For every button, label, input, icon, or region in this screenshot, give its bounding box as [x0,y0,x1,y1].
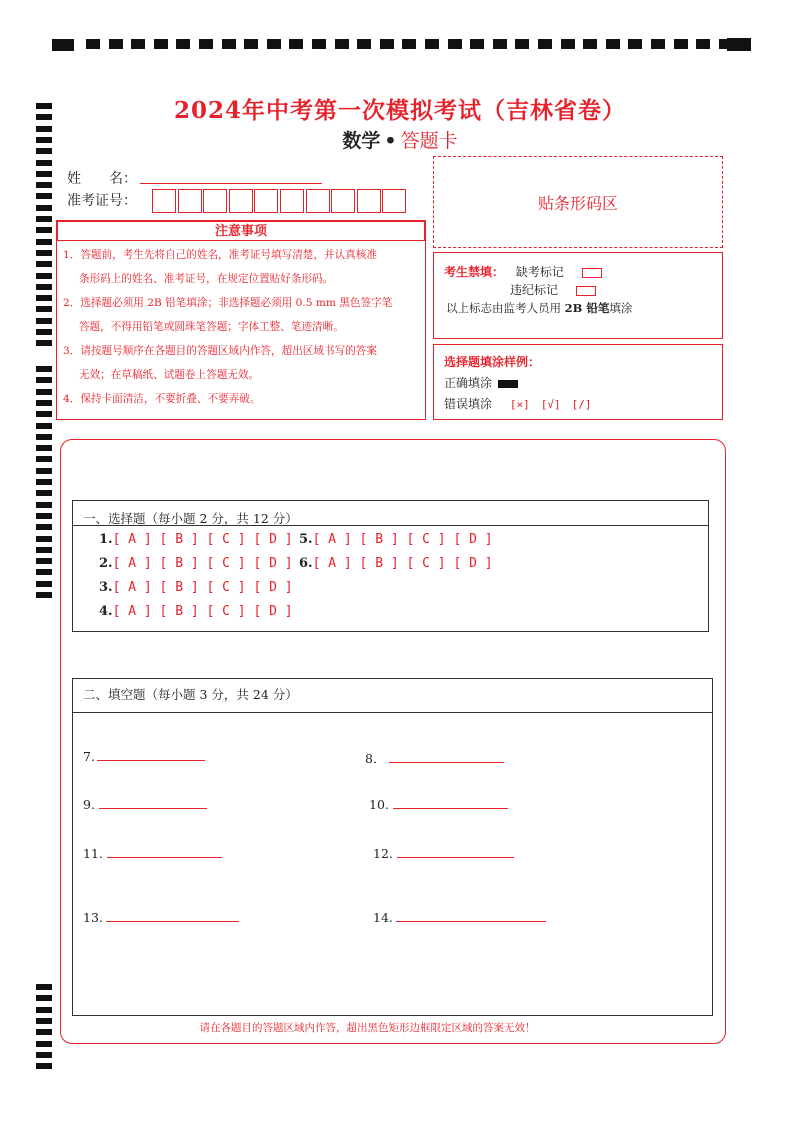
notice-item: 4．保持卡面清洁，不要折叠、不要弄破。 [63,393,261,405]
timing-mark [538,39,552,49]
notice-box [56,220,426,420]
fill-number: 12. [373,846,393,861]
timing-mark [583,39,597,49]
timing-mark [36,295,52,301]
notice-item: 3．请按题号顺序在各题目的答题区域内作答，超出区域书写的答案 [63,345,377,357]
choice-question-6[interactable] [299,556,493,571]
timing-mark [36,513,52,519]
wrong-fill-label: 错误填涂 [444,397,493,411]
timing-mark [335,39,349,49]
timing-mark [674,39,688,49]
timing-mark [154,39,168,49]
forbidden-box [433,252,723,339]
timing-mark [36,502,52,508]
timing-mark [36,377,52,383]
violation-label: 违纪标记 [510,283,559,297]
timing-mark [36,434,52,440]
answer-line[interactable] [393,807,508,809]
timing-mark [36,592,52,598]
answer-line[interactable] [99,807,207,809]
choice-question-2[interactable] [99,556,293,571]
exam-id-cell[interactable] [254,189,278,213]
choice-number: 1. [99,532,113,547]
forbidden-note-suffix: 填涂 [609,301,633,315]
name-field[interactable] [140,183,322,184]
separator-dot: • [384,130,397,152]
timing-mark [651,39,665,49]
timing-mark [36,1029,52,1035]
timing-mark [36,547,52,553]
timing-mark [36,329,52,335]
timing-mark [267,39,281,49]
sample-label: 选择题填涂样例： [444,355,541,369]
fill-question-14 [373,910,546,925]
timing-mark [696,39,710,49]
timing-mark [36,227,52,233]
timing-mark [36,273,52,279]
notice-item: 答题，不得用铅笔或圆珠笔答题；字体工整、笔迹清晰。 [79,321,344,333]
timing-mark [606,39,620,49]
barcode-area [433,156,723,248]
timing-mark [36,995,52,1001]
timing-mark [36,340,52,346]
choice-number: 4. [99,604,113,619]
notice-title: 注意事项 [57,221,425,241]
timing-mark [36,126,52,132]
exam-id-grid[interactable] [152,189,417,215]
timing-mark [199,39,213,49]
fill-number: 9. [83,797,95,812]
timing-mark [425,39,439,49]
timing-mark [36,366,52,372]
exam-id-cell[interactable] [178,189,202,213]
timing-mark [448,39,462,49]
fill-question-10 [369,797,508,812]
choice-question-4[interactable] [99,604,293,619]
timing-mark [36,423,52,429]
choice-options[interactable]: [ A ] [ B ] [ C ] [ D ] [112,604,293,619]
fill-question-7 [83,749,205,764]
timing-mark [222,39,236,49]
answer-line[interactable] [389,761,504,763]
timing-mark [36,468,52,474]
timing-mark [561,39,575,49]
answer-sheet-label: 答题卡 [400,130,458,152]
fill-number: 10. [369,797,389,812]
exam-title: 2024年中考第一次模拟考试（吉林省卷） [173,97,626,124]
timing-mark [402,39,416,49]
timing-mark [289,39,303,49]
fill-number: 7. [83,749,95,764]
timing-mark [36,182,52,188]
timing-mark [36,569,52,575]
exam-id-cell[interactable] [152,189,176,213]
timing-mark [176,39,190,49]
sample-box [433,344,723,420]
timing-mark [36,536,52,542]
timing-mark [244,39,258,49]
footer-warning: 请在各题目的答题区域内作答，超出黑色矩形边框限定区域的答案无效！ [199,1022,536,1034]
correct-fill-label: 正确填涂 [444,376,493,390]
timing-mark [109,39,123,49]
fill-number: 11. [83,846,103,861]
timing-mark [36,216,52,222]
timing-mark [727,38,751,51]
timing-mark [36,490,52,496]
fill-divider [73,712,712,713]
subject-name: 数学 [342,130,381,152]
forbidden-note [446,300,632,316]
forbidden-note-prefix: 以上标志由监考人员用 [446,301,561,315]
fill-question-11 [83,846,222,861]
timing-mark [357,39,371,49]
subject-line [0,126,800,153]
timing-mark [36,445,52,451]
timing-mark [36,1063,52,1069]
timing-mark [515,39,529,49]
answer-line[interactable] [396,920,546,922]
timing-mark [36,160,52,166]
exam-id-cell[interactable] [280,189,304,213]
timing-mark [131,39,145,49]
choice-question-3[interactable] [99,580,293,595]
choice-question-1[interactable] [99,532,293,547]
answer-line[interactable] [106,920,239,922]
timing-mark [36,1041,52,1047]
barcode-area-label: 贴条形码区 [537,194,618,213]
timing-mark [36,581,52,587]
timing-mark [36,1018,52,1024]
fill-question-12 [373,846,514,861]
timing-mark [36,250,52,256]
wrong-fill-marks: [×] [√] [/] [509,398,592,411]
choice-options[interactable]: [ A ] [ B ] [ C ] [ D ] [312,532,493,547]
answer-line[interactable] [397,856,514,858]
exam-id-label: 准考证号： [67,193,137,209]
choice-question-5[interactable] [299,532,493,547]
timing-mark [36,456,52,462]
timing-mark [36,1052,52,1058]
timing-mark [36,411,52,417]
timing-mark [86,39,100,49]
timing-mark [36,284,52,290]
timing-mark [36,114,52,120]
choice-divider [73,525,708,526]
timing-mark [380,39,394,49]
timing-mark [36,479,52,485]
timing-mark [36,171,52,177]
absent-mark-box[interactable] [582,268,602,278]
timing-mark [36,389,52,395]
choice-options[interactable]: [ A ] [ B ] [ C ] [ D ] [112,532,293,547]
timing-mark [36,318,52,324]
timing-mark [36,205,52,211]
forbidden-note-bold: 2B 铅笔 [564,301,610,315]
exam-id-cell[interactable] [331,189,355,213]
fill-question-13 [83,910,239,925]
timing-mark [36,984,52,990]
fill-section [72,678,713,1016]
timing-mark [36,524,52,530]
timing-mark [36,193,52,199]
timing-mark [36,1007,52,1013]
notice-item: 2．选择题必须用 2B 铅笔填涂；非选择题必须用 0.5 mm 黑色签字笔 [63,297,393,309]
notice-item: 无效；在草稿纸、试题卷上答题无效。 [79,369,260,381]
choice-options[interactable]: [ A ] [ B ] [ C ] [ D ] [312,556,493,571]
choice-options[interactable]: [ A ] [ B ] [ C ] [ D ] [112,580,293,595]
exam-id-cell[interactable] [229,189,253,213]
notice-item: 1．答题前，考生先将自己的姓名，准考证号填写清楚，并认真核准 [63,249,377,261]
timing-mark [36,103,52,109]
fill-question-8 [365,749,504,767]
fill-number: 13. [83,910,103,925]
timing-mark [628,39,642,49]
choice-number: 5. [299,532,313,547]
answer-line[interactable] [107,856,222,858]
correct-fill-sample [498,380,518,388]
exam-id-cell[interactable] [357,189,381,213]
choice-number: 3. [99,580,113,595]
fill-number: 8． [365,751,386,766]
timing-mark [36,239,52,245]
timing-mark [36,400,52,406]
timing-mark [52,39,74,51]
timing-mark [493,39,507,49]
name-label: 姓 名： [67,171,137,187]
choice-number: 6. [299,556,313,571]
exam-id-cell[interactable] [382,189,406,213]
timing-mark [36,148,52,154]
exam-id-cell[interactable] [203,189,227,213]
forbidden-label: 考生禁填： [444,265,505,279]
fill-title: 二、填空题（每小题 3 分，共 24 分） [83,687,298,702]
notice-item: 条形码上的姓名、准考证号，在规定位置贴好条形码。 [79,273,334,285]
timing-mark [36,558,52,564]
choice-title: 一、选择题（每小题 2 分，共 12 分） [83,511,298,526]
timing-mark [312,39,326,49]
timing-mark [36,306,52,312]
choice-section [72,500,709,632]
fill-number: 14. [373,910,393,925]
exam-id-cell[interactable] [306,189,330,213]
answer-line[interactable] [97,759,205,761]
violation-mark-box[interactable] [576,286,596,296]
timing-mark [36,261,52,267]
choice-number: 2. [99,556,113,571]
timing-mark [470,39,484,49]
choice-options[interactable]: [ A ] [ B ] [ C ] [ D ] [112,556,293,571]
fill-question-9 [83,797,207,812]
absent-label: 缺考标记 [515,265,564,279]
timing-mark [36,137,52,143]
